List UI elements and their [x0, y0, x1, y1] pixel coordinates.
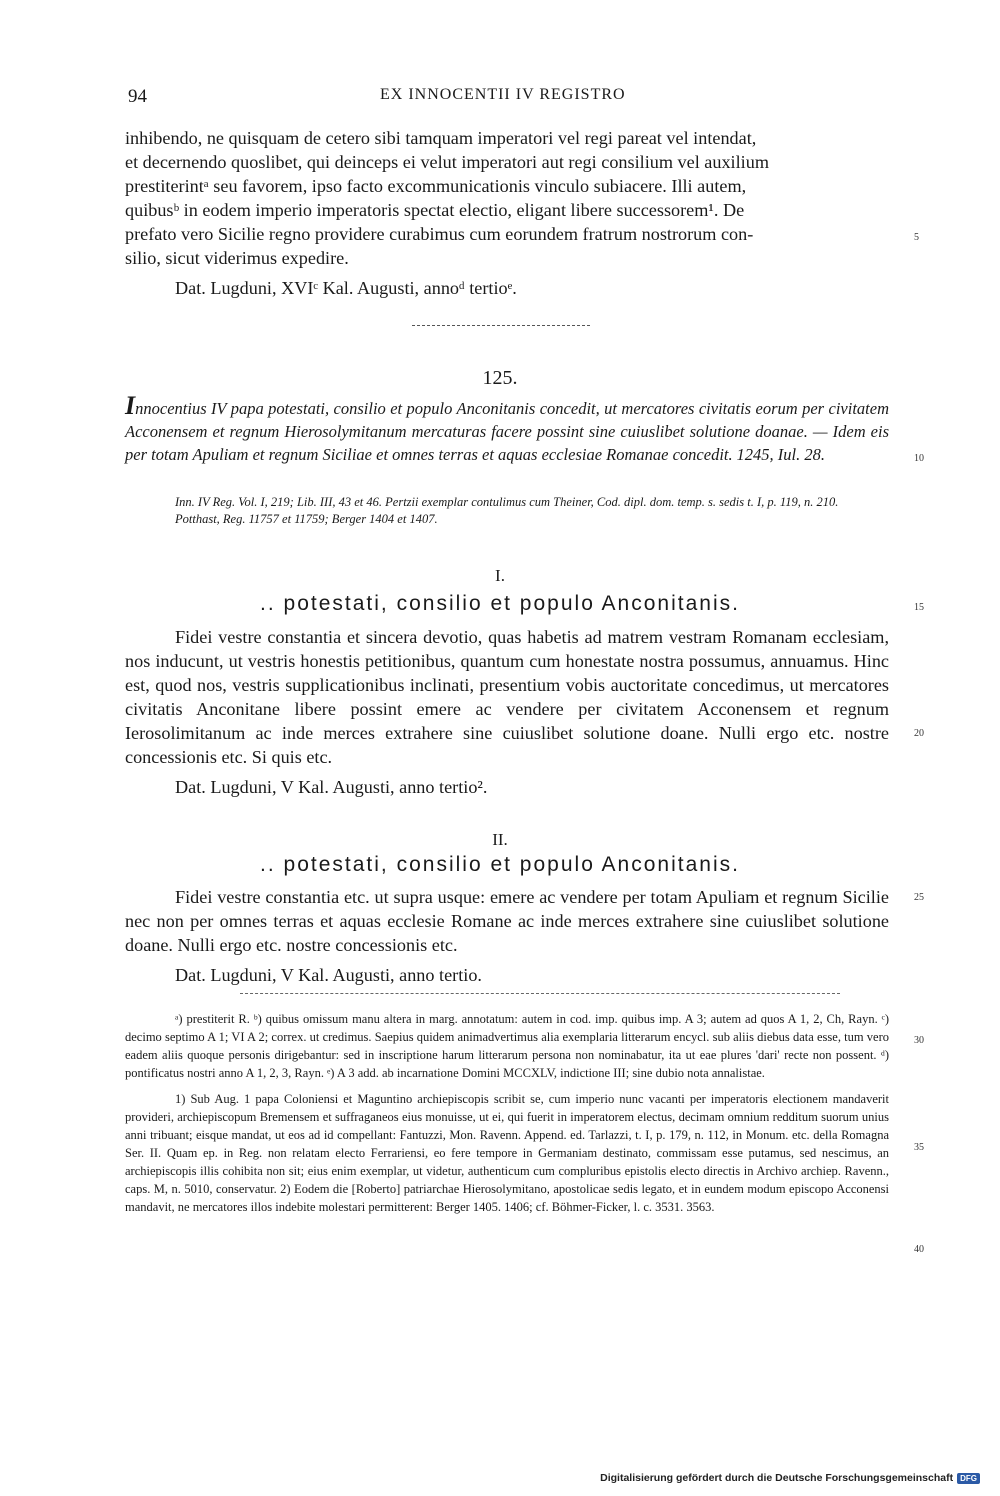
- intro-dating-clause: Dat. Lugduni, XVIᶜ Kal. Augusti, annoᵈ tertioᵉ.: [175, 278, 517, 298]
- dfg-logo: DFG: [957, 1473, 980, 1484]
- line-number: 5: [914, 232, 919, 243]
- regest-date: 1245, Iul. 28.: [736, 445, 825, 464]
- intro-line: et decernendo quoslibet, qui deinceps ei velut imperatori aut regi consilium vel auxilium: [125, 152, 769, 172]
- section-numeral-1: I.: [495, 566, 505, 585]
- source-line: Inn. IV Reg. Vol. I, 219; Lib. III, 43 et 46. Pertzii exemplar contulimus cum Theiner, Cod. dipl. dom. temp. s. sedis t. I, p. 119, n. 210.: [175, 495, 839, 509]
- regest: [125, 391, 889, 466]
- intro-line: silio, sicut viderimus expedire.: [125, 248, 349, 268]
- intro-line: prefato vero Sicilie regno providere curabimus cum eorundem fratrum nostrorum con-: [125, 224, 754, 244]
- intro-line: quibusᵇ in eodem imperio imperatoris spectat electio, eligant libere successorem¹. De: [125, 200, 745, 220]
- section-numeral-2: II.: [492, 830, 508, 849]
- section-1-dating-clause: Dat. Lugduni, V Kal. Augusti, anno tertio².: [175, 777, 488, 797]
- line-number: 40: [914, 1244, 924, 1255]
- section-address-2: .. potestati, consilio et populo Anconitanis.: [260, 853, 740, 876]
- running-title: EX INNOCENTII IV REGISTRO: [380, 86, 626, 103]
- line-number: 30: [914, 1035, 924, 1046]
- section-2-body: [125, 885, 889, 987]
- intro-line: inhibendo, ne quisquam de cetero sibi tamquam imperatori vel regi pareat vel intendat,: [125, 128, 757, 148]
- regest-initial: I: [125, 391, 136, 420]
- sources: [125, 494, 889, 528]
- footnote-letters: ᵃ) prestiterit R. ᵇ) quibus omissum manu altera in marg. annotatum: autem in cod. imp. quibus imp. A 3; autem ad quos A 1, 2, Ch, Rayn. ᶜ) decimo septimo A 1; VI A 2; correx. ut credimus. Saepius quidem animadvertimus alia exemplaria litterarum encycl. sub aliis diebus data esse, tum vero eadem aliis quoque personis dirigebantur: sed in inscriptione harum litterarum persona non nominabatur, ita ut eae plures 'dari' recte non possent. ᵈ) pontificatus nostri anno A 1, 2, 3, Rayn. ᵉ) A 3 add. ab incarnatione Domini MCCXLV, indictione III; sine dubio nota annalistae.: [125, 1012, 889, 1080]
- line-number: 10: [914, 453, 924, 464]
- section-1-body: [125, 625, 889, 799]
- intro-paragraph: [125, 126, 889, 300]
- line-number: 25: [914, 892, 924, 903]
- page-number: 94: [128, 86, 147, 107]
- section-1-text: Fidei vestre constantia et sincera devotio, quas habetis ad matrem vestram Romanam ecclesiam, nos inducunt, ut vestris honestis petitionibus, quantum cum honestate nostra possumus, annuamus. Hinc est, quod nos, vestris supplicationibus inclinati, presentium vobis auctoritate concedimus, ut mercatores civitatis Anconitane libere possint emere ac vendere per civitatem Acconensem et regnum Ierosolimitanum ac inde merces extrahere sine cuiuslibet solutione doane. Nulli ergo etc. nostre concessionis etc. Si quis etc.: [125, 627, 889, 767]
- regest-text: nnocentius IV papa potestati, consilio et populo Anconitanis concedit, ut mercatores civitatis eorum per civitatem Acconensem et regnum Hierosolymitanum mercaturas facere possint sine cuiuslibet solutione doanae. — Idem eis per totam Apuliam et regnum Siciliae et omnes terras et aquas ecclesiae Romanae concedit.: [125, 399, 889, 464]
- footnote-numbered: 1) Sub Aug. 1 papa Coloniensi et Maguntino archiepiscopis scribit se, cum imperio nunc vacanti per imperatoris electionem mandaverit provideri, archiepiscopum Bremensem et suffraganeos eius monuisse, ut ei, qui fuerit in imperatorem electus, decimam omnium redditum suorum unius anni tribuant; eisque mandat, ut eos ad id compellant: Fantuzzi, Mon. Ravenn. Append. ed. Tarlazzi, t. I, p. 179, n. 112, in Monum. etc. della Romagna Ser. II. Quam ep. in Reg. non relatam electo Ferrariensi, eo fere tempore in Germaniam destinato, commissam esse putamus, sed nescimus, an archiepiscopis illis cohibita non sit; eius enim exemplar, ut videtur, authenticum cum compluribus epistolis electo directis in Archivo archiep. Ravenn., caps. M, n. 5010, conservatur. 2) Eodem die [Roberto] patriarchae Hierosolymitano, apostolicae sedis legato, et in eundem modum episcopo Acconensi mandavit, ne mercatores illos indebite molestari permitterent: Berger 1405. 1406; cf. Böhmer-Ficker, l. c. 3531. 3563.: [125, 1092, 889, 1214]
- line-number: 35: [914, 1142, 924, 1153]
- section-2-text: Fidei vestre constantia etc. ut supra usque: emere ac vendere per totam Apuliam et regnum Sicilie nec non per omnes terras et aquas ecclesie Romane ac inde merces extrahere sine cuiuslibet solutione doane. Nulli ergo etc. nostre concessionis etc.: [125, 887, 889, 955]
- line-number: 15: [914, 602, 924, 613]
- footnote-divider: [240, 993, 840, 994]
- credit-text: Digitalisierung gefördert durch die Deutsche Forschungsgemeinschaft: [600, 1472, 954, 1484]
- intro-line: prestiterintᵃ seu favorem, ipso facto excommunicationis vinculo subiacere. Illi autem,: [125, 176, 747, 196]
- line-number: 20: [914, 728, 924, 739]
- section-address-1: .. potestati, consilio et populo Anconitanis.: [260, 592, 740, 615]
- section-divider: [412, 325, 590, 326]
- digitization-credit: [600, 1472, 980, 1484]
- source-line: Potthast, Reg. 11757 et 11759; Berger 1404 et 1407.: [175, 512, 438, 526]
- footnotes: [125, 1010, 889, 1216]
- document-number: 125.: [482, 367, 518, 389]
- section-2-dating-clause: Dat. Lugduni, V Kal. Augusti, anno tertio.: [175, 965, 482, 985]
